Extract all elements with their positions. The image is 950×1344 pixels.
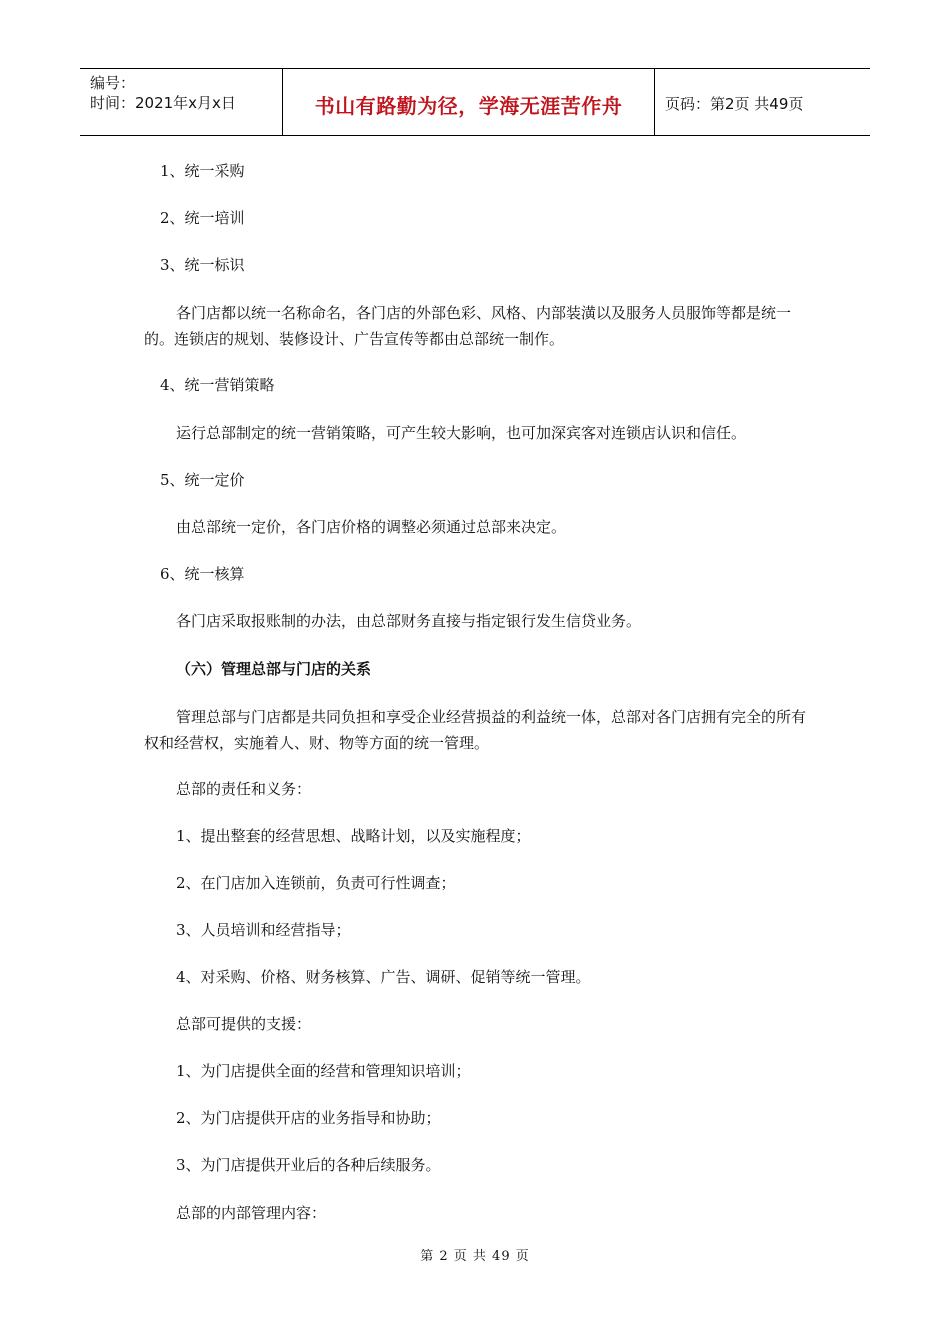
list-item: 3、人员培训和经营指导；: [176, 921, 351, 939]
list-item: 2、在门店加入连锁前，负责可行性调查；: [176, 874, 456, 892]
document-number-label: 编号：: [90, 74, 136, 92]
list-item: 6、统一核算: [160, 565, 245, 583]
paragraph: 总部的内部管理内容：: [176, 1204, 327, 1222]
list-item: 2、统一培训: [160, 209, 245, 227]
paragraph: 总部可提供的支援：: [176, 1015, 312, 1033]
list-item: 2、为门店提供开店的业务指导和协助；: [176, 1109, 441, 1127]
page-footer: 第 2 页 共 49 页: [420, 1249, 530, 1264]
list-item: 4、统一营销策略: [160, 376, 275, 394]
list-item: 3、为门店提供开业后的各种后续服务。: [176, 1156, 441, 1174]
list-item: 4、对采购、价格、财务核算、广告、调研、促销等统一管理。: [176, 968, 591, 986]
page-header: [80, 68, 870, 136]
paragraph: 管理总部与门店都是共同负担和享受企业经营损益的利益统一体，总部对各门店拥有完全的所有权和经营权，实施着人、财、物等方面的统一管理。: [144, 708, 807, 752]
header-motto: 书山有路勤为径，学海无涯苦作舟: [282, 69, 655, 135]
paragraph: 各门店采取报账制的办法，由总部财务直接与指定银行发生信贷业务。: [176, 612, 642, 630]
list-item: 3、统一标识: [160, 256, 245, 274]
header-page-info: 页码：第2页 共49页: [665, 94, 804, 113]
list-item: 5、统一定价: [160, 471, 245, 489]
paragraph: 总部的责任和义务：: [176, 780, 312, 798]
document-date: 时间：2021年x月x日: [90, 94, 236, 112]
section-heading: （六）管理总部与门店的关系: [176, 660, 372, 678]
list-item: 1、统一采购: [160, 162, 245, 180]
list-item: 1、为门店提供全面的经营和管理知识培训；: [176, 1062, 471, 1080]
header-meta: [80, 69, 282, 135]
paragraph: 各门店都以统一名称命名，各门店的外部色彩、风格、内部装潢以及服务人员服饰等都是统一的。连锁店的规划、装修设计、广告宣传等都由总部统一制作。: [144, 304, 792, 348]
paragraph: 由总部统一定价，各门店价格的调整必须通过总部来决定。: [176, 518, 567, 536]
list-item: 1、提出整套的经营思想、战略计划，以及实施程度；: [176, 827, 531, 845]
paragraph: 运行总部制定的统一营销策略，可产生较大影响，也可加深宾客对连锁店认识和信任。: [176, 424, 747, 442]
